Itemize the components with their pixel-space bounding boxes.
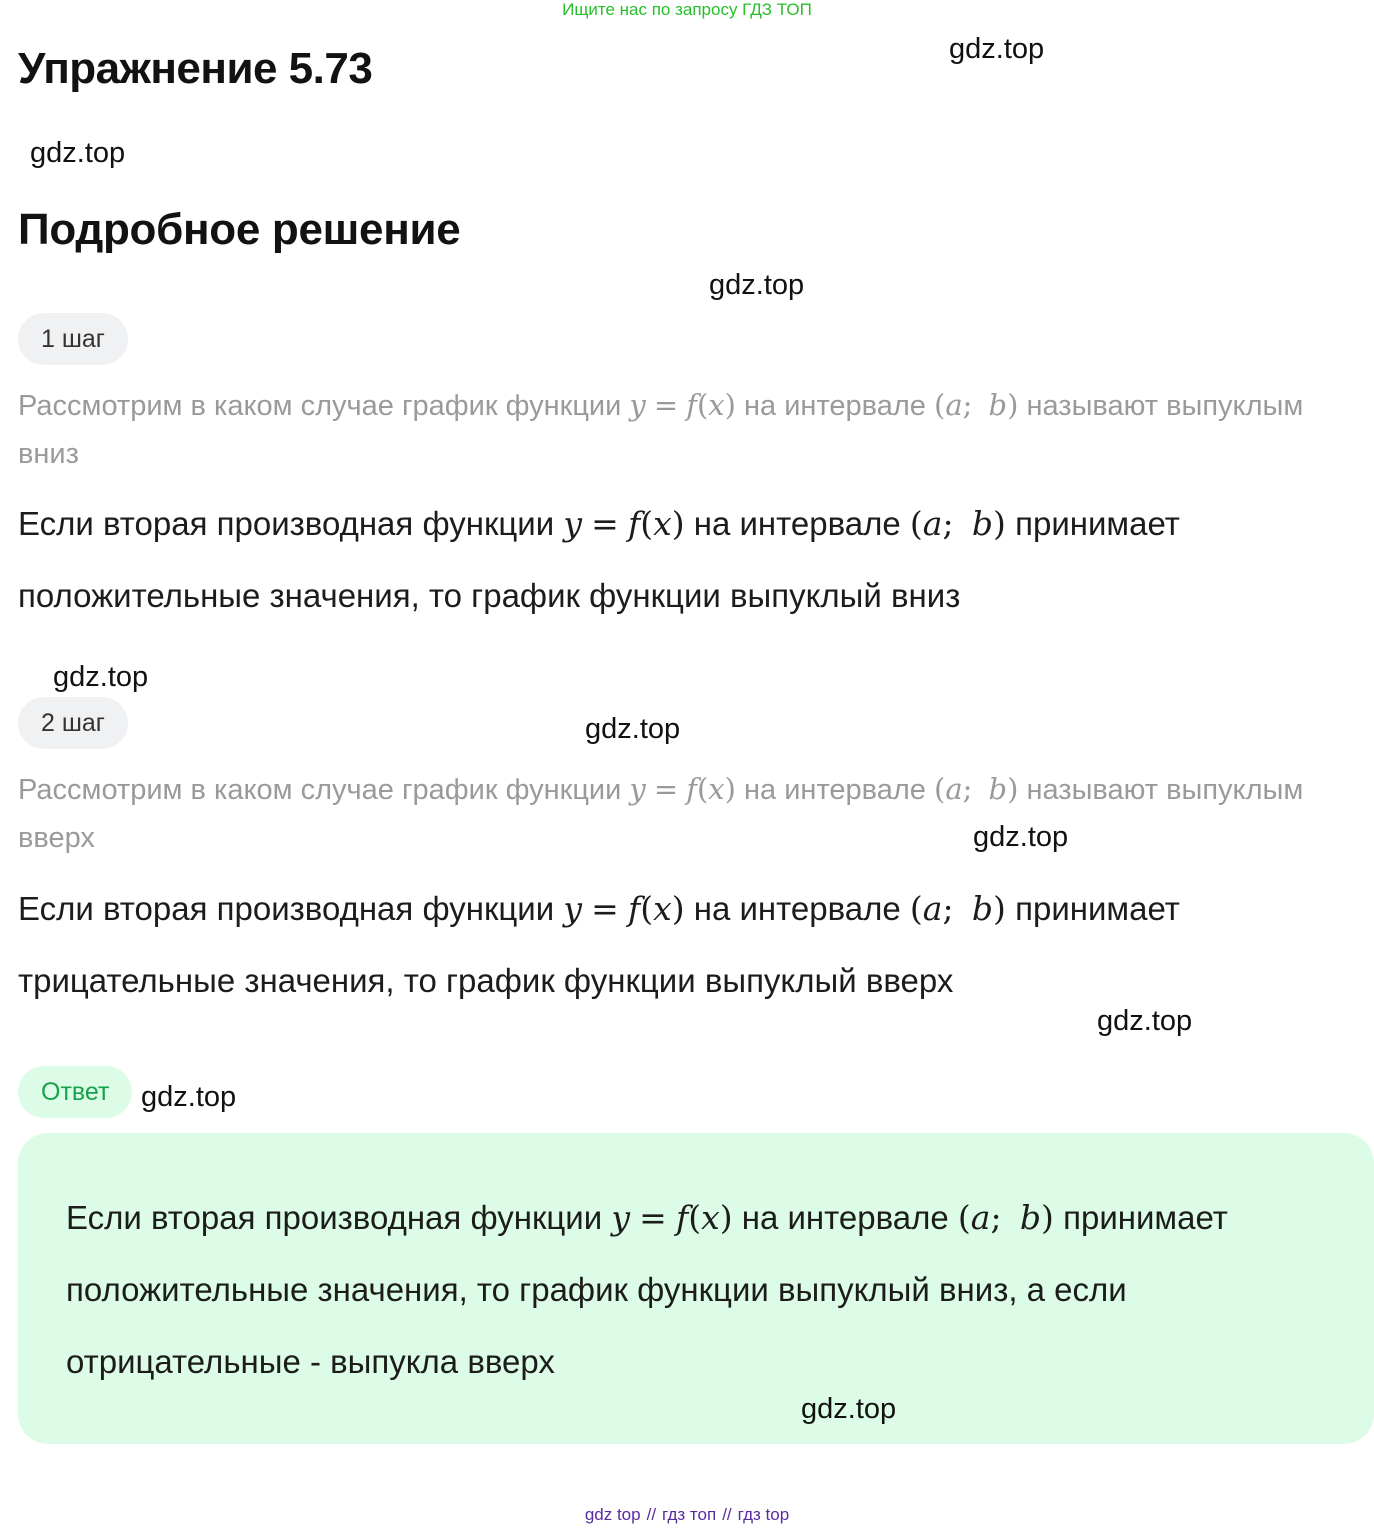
math-semi: ;	[942, 889, 954, 928]
math-rp: )	[671, 504, 685, 543]
footer-link-gdz-top[interactable]: gdz top	[584, 1505, 641, 1524]
step-1-badge: 1 шаг	[18, 313, 128, 365]
math-x: x	[653, 504, 672, 543]
math-f: f	[675, 1198, 689, 1237]
watermark: gdz.top	[1097, 1005, 1193, 1037]
step-2-hint	[18, 765, 1358, 862]
watermark: gdz.top	[53, 661, 149, 693]
top-search-note: Ищите нас по запросу ГДЗ ТОП	[562, 0, 812, 19]
math-x: x	[653, 889, 672, 928]
math-eq: =	[653, 388, 679, 422]
math-lp: (	[688, 1198, 702, 1237]
step-text: Если вторая производная функции	[18, 505, 564, 542]
watermark: gdz.top	[585, 713, 681, 745]
hint-text: Рассмотрим в каком случае график функции	[18, 774, 630, 806]
step-text: на интервале	[684, 505, 910, 542]
step-text: принимает трицательные значения, то график функции выпуклый вверх	[18, 890, 1180, 999]
math-semi: ;	[962, 388, 973, 422]
math-rp: )	[724, 388, 736, 422]
footer-links	[0, 1505, 1374, 1525]
footer-link-gdz-top-ru[interactable]: гдз топ	[662, 1505, 717, 1524]
math-rp: )	[719, 1198, 733, 1237]
math-lp: (	[696, 388, 709, 422]
math-eq: =	[653, 772, 679, 806]
math-eq: =	[591, 504, 619, 543]
step-text: Если вторая производная функции	[18, 890, 564, 927]
math-rp: )	[993, 504, 1006, 543]
hint-text: называют выпуклым вверх	[18, 774, 1304, 854]
math-f: f	[686, 388, 697, 422]
math-lp: (	[696, 772, 709, 806]
math-lp: (	[909, 889, 923, 928]
math-rp: )	[1007, 772, 1019, 806]
math-lp: (	[640, 889, 654, 928]
math-a: a	[945, 388, 963, 422]
math-a: a	[922, 504, 943, 543]
math-x: x	[708, 388, 725, 422]
math-lp: (	[933, 388, 946, 422]
math-lp: (	[909, 504, 923, 543]
math-eq: =	[591, 889, 619, 928]
math-a: a	[922, 889, 943, 928]
math-b: b	[1019, 1198, 1042, 1237]
watermark: gdz.top	[141, 1081, 237, 1113]
math-lp: (	[957, 1198, 971, 1237]
hint-text: на интервале	[735, 390, 934, 422]
hint-text: называют выпуклым вниз	[18, 390, 1304, 470]
math-y: y	[629, 388, 646, 422]
math-y: y	[563, 504, 582, 543]
math-rp: )	[724, 772, 736, 806]
math-b: b	[971, 889, 994, 928]
step-text: на интервале	[684, 890, 910, 927]
math-y: y	[629, 772, 646, 806]
math-rp: )	[993, 889, 1006, 928]
step-2-text	[18, 873, 1368, 1017]
math-a: a	[970, 1198, 991, 1237]
footer-separator: //	[646, 1505, 657, 1524]
page-title: Упражнение 5.73	[18, 44, 373, 93]
math-semi: ;	[962, 772, 973, 806]
math-rp: )	[671, 889, 685, 928]
math-lp: (	[640, 504, 654, 543]
answer-text	[66, 1182, 1346, 1398]
math-semi: ;	[990, 1198, 1002, 1237]
math-y: y	[611, 1198, 630, 1237]
math-lp: (	[933, 772, 946, 806]
watermark: gdz.top	[709, 269, 805, 301]
watermark: gdz.top	[801, 1393, 897, 1425]
section-title: Подробное решение	[18, 205, 461, 254]
watermark: gdz.top	[973, 821, 1069, 853]
math-rp: )	[1007, 388, 1019, 422]
answer-text-part: на интервале	[732, 1199, 958, 1236]
hint-text: на интервале	[735, 774, 934, 806]
math-f: f	[627, 889, 641, 928]
step-1-hint	[18, 381, 1358, 478]
math-x: x	[701, 1198, 720, 1237]
hint-text: Рассмотрим в каком случае график функции	[18, 390, 630, 422]
math-f: f	[627, 504, 641, 543]
watermark: gdz.top	[949, 33, 1045, 65]
math-b: b	[988, 772, 1008, 806]
step-2-badge: 2 шаг	[18, 697, 128, 749]
math-b: b	[988, 388, 1008, 422]
step-text: принимает положительные значения, то график функции выпуклый вниз	[18, 505, 1180, 614]
math-semi: ;	[942, 504, 954, 543]
math-f: f	[686, 772, 697, 806]
math-a: a	[945, 772, 963, 806]
footer-separator: //	[722, 1505, 732, 1524]
answer-text-part: Если вторая производная функции	[66, 1199, 612, 1236]
math-b: b	[971, 504, 994, 543]
math-y: y	[563, 889, 582, 928]
math-x: x	[708, 772, 725, 806]
math-eq: =	[639, 1198, 667, 1237]
answer-badge: Ответ	[18, 1066, 132, 1118]
answer-text-part: принимает положительные значения, то график функции выпуклый вниз, а если отрицательные - выпукла вверх	[66, 1199, 1228, 1380]
step-1-text	[18, 488, 1368, 632]
footer-link-gdz-top-mixed[interactable]: гдз top	[737, 1505, 790, 1524]
watermark: gdz.top	[30, 137, 126, 169]
math-rp: )	[1041, 1198, 1054, 1237]
